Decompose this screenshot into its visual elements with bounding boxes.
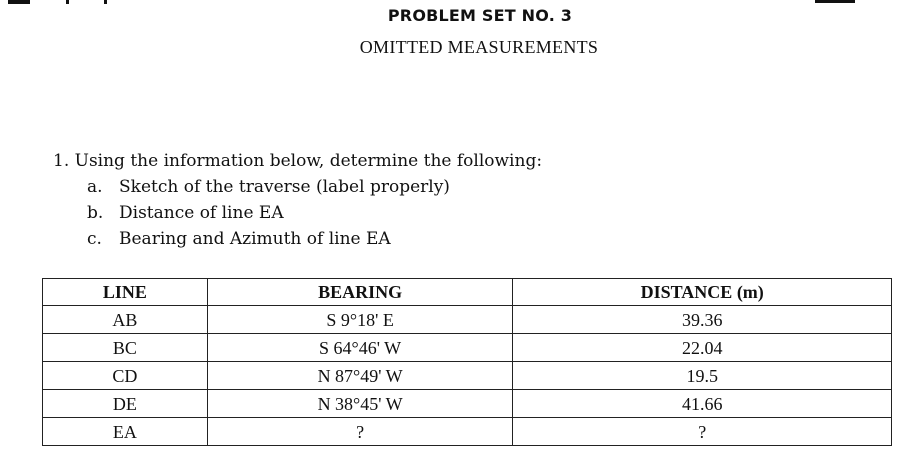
column-header-bearing: BEARING [207, 279, 513, 306]
distance-cell: 41.66 [513, 390, 892, 418]
table-row [43, 306, 892, 334]
table-row [43, 418, 892, 446]
line-cell: DE [43, 390, 208, 418]
distance-cell: ? [513, 418, 892, 446]
table-row [43, 390, 892, 418]
list-item [87, 202, 450, 228]
column-header-line: LINE [43, 279, 208, 306]
distance-cell: 19.5 [513, 362, 892, 390]
list-item-text: Sketch of the traverse (label properly) [119, 177, 450, 197]
distance-cell: 22.04 [513, 334, 892, 362]
line-cell: CD [43, 362, 208, 390]
table-row [43, 334, 892, 362]
list-marker: b. [87, 203, 104, 223]
cropped-mark [104, 0, 107, 4]
list-item [87, 176, 450, 202]
list-marker: a. [87, 177, 103, 197]
cropped-mark [8, 0, 30, 4]
line-cell: AB [43, 306, 208, 334]
line-cell: BC [43, 334, 208, 362]
table-header-row [43, 279, 892, 306]
question-text: 1. Using the information below, determine the following: [53, 151, 543, 171]
cropped-mark [815, 0, 855, 3]
distance-cell: 39.36 [513, 306, 892, 334]
question-subitems [87, 176, 450, 254]
bearing-cell: S 64°46' W [207, 334, 513, 362]
list-item [87, 228, 450, 254]
bearing-cell: N 87°49' W [207, 362, 513, 390]
page-title: PROBLEM SET NO. 3 [387, 6, 573, 25]
cropped-mark [66, 0, 69, 4]
list-marker: c. [87, 229, 102, 249]
table-row [43, 362, 892, 390]
page-subtitle: OMITTED MEASUREMENTS [359, 37, 599, 57]
column-header-distance: DISTANCE (m) [513, 279, 892, 306]
list-item-text: Bearing and Azimuth of line EA [119, 229, 391, 249]
bearing-cell: ? [207, 418, 513, 446]
list-item-text: Distance of line EA [119, 203, 284, 223]
bearing-cell: S 9°18' E [207, 306, 513, 334]
traverse-table [42, 278, 892, 446]
bearing-cell: N 38°45' W [207, 390, 513, 418]
line-cell: EA [43, 418, 208, 446]
